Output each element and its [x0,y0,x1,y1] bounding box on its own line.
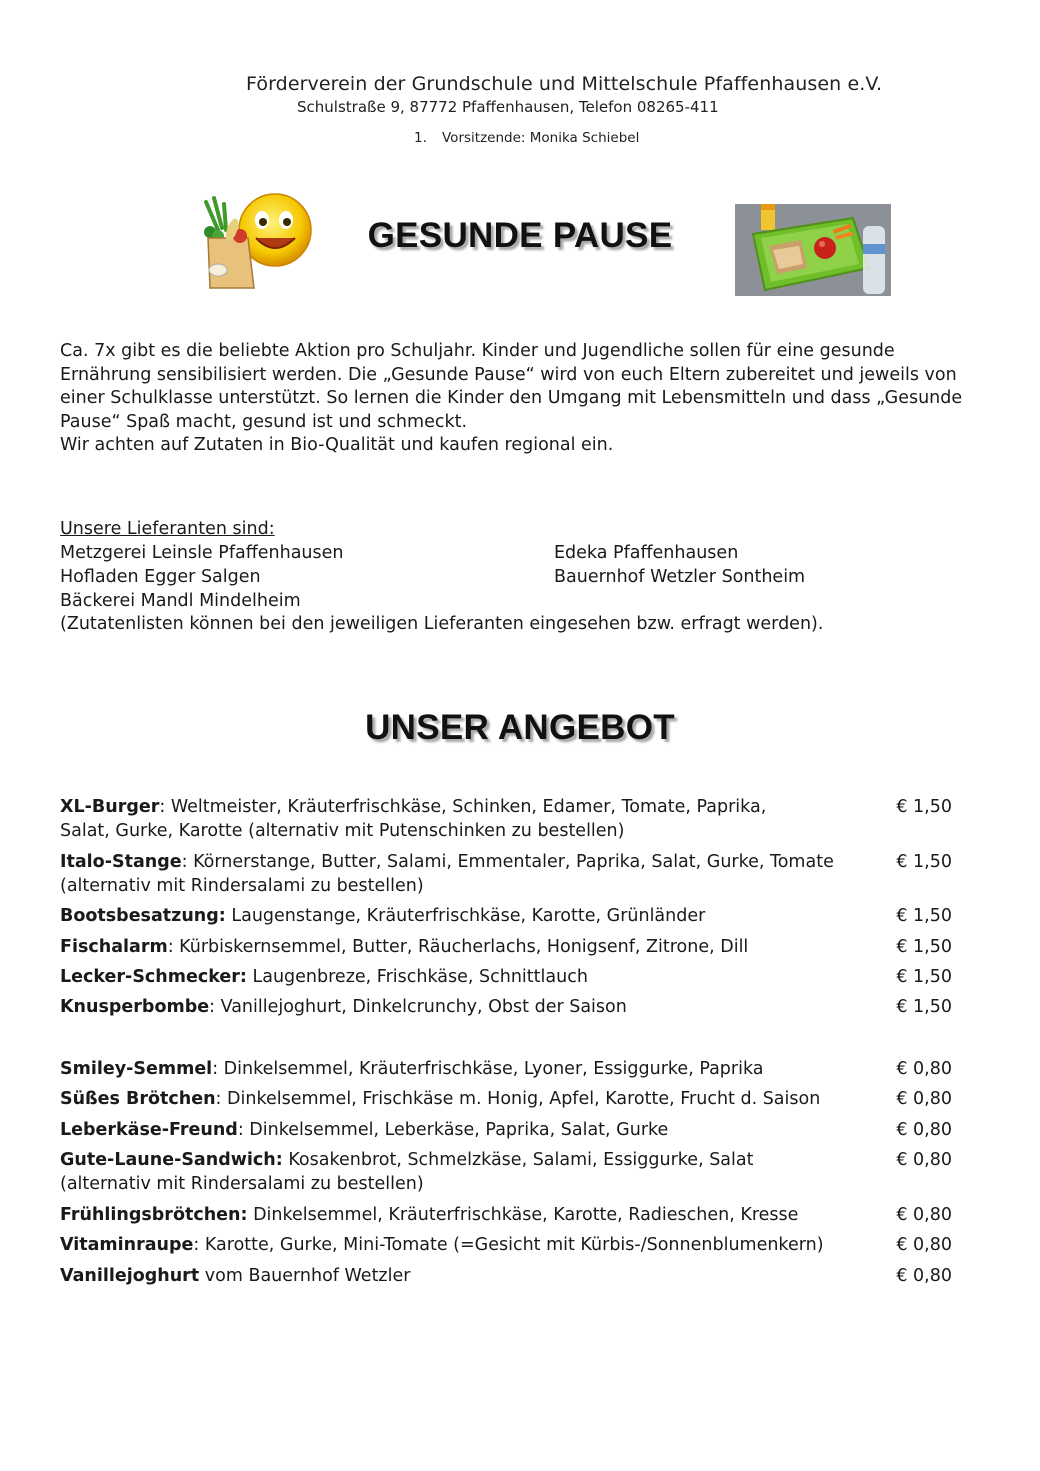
supplier-item: Bäckerei Mandl Mindelheim [60,591,301,611]
suppliers-note: (Zutatenlisten können bei den jeweiligen Lieferanten eingesehen bzw. erfragt werden). [60,614,824,634]
menu-item-price: € 0,80 [896,1089,952,1109]
menu-item: Fischalarm: Kürbiskernsemmel, Butter, Räucherlachs, Honigsenf, Zitrone, Dill € 1,50 [60,937,952,957]
menu-item-name: Leberkäse-Freund [60,1120,238,1140]
menu-item-desc: Weltmeister, Kräuterfrischkäse, Schinken, Edamer, Tomate, Paprika, [170,797,767,817]
menu-item-price: € 1,50 [896,937,952,957]
menu-item-name: Vitaminraupe [60,1235,194,1255]
supplier-item: Hofladen Egger Salgen [60,567,261,587]
menu-item-desc: Laugenstange, Kräuterfrischkäse, Karotte, Grünländer [231,906,706,926]
supplier-item: Edeka Pfaffenhausen [554,543,739,563]
supplier-item: Metzgerei Leinsle Pfaffenhausen [60,543,344,563]
menu-item: Süßes Brötchen: Dinkelsemmel, Frischkäse m. Honig, Apfel, Karotte, Frucht d. Saison € 0,80 [60,1089,952,1109]
menu-item-desc: (alternativ mit Rindersalami zu bestellen) [60,1174,424,1194]
menu-item-desc: Dinkelsemmel, Kräuterfrischkäse, Lyoner, Essiggurke, Paprika [223,1059,764,1079]
menu-item-desc: Vanillejoghurt, Dinkelcrunchy, Obst der Saison [220,997,627,1017]
menu-item-price: € 1,50 [896,997,952,1017]
menu-item-price: € 1,50 [896,967,952,987]
menu-item [60,1264,952,1288]
menu-item: Smiley-Semmel: Dinkelsemmel, Kräuterfrischkäse, Lyoner, Essiggurke, Paprika € 0,80 [60,1059,952,1079]
menu-item-name: XL-Burger [60,797,160,817]
menu-item-desc: Kosakenbrot, Schmelzkäse, Salami, Essiggurke, Salat [288,1150,754,1170]
intro-paragraph: Wir achten auf Zutaten in Bio-Qualität und kaufen regional ein. [60,435,614,455]
organization-address: Schulstraße 9, 87772 Pfaffenhausen, Telefon 08265-411 [297,98,719,116]
organization-name: Förderverein der Grundschule und Mittelschule Pfaffenhausen e.V. [246,73,883,95]
menu-item-name: Lecker-Schmecker: [60,967,247,987]
menu-item-name: Vanillejoghurt [60,1266,200,1286]
suppliers-heading: Unsere Lieferanten sind: [60,519,275,539]
menu-item-desc: Körnerstange, Butter, Salami, Emmentaler, Paprika, Salat, Gurke, Tomate [193,852,834,872]
menu-item-price: € 1,50 [896,797,952,817]
menu-item [60,965,952,989]
menu-item-name: Italo-Stange [60,852,182,872]
menu-item-price: € 0,80 [896,1266,952,1286]
intro-text [60,340,970,458]
menu-item-price: € 0,80 [896,1235,952,1255]
lunchbox-photo [735,204,891,296]
menu-item: XL-Burger: Weltmeister, Kräuterfrischkäse, Schinken, Edamer, Tomate, Paprika, Salat, Gurke, Karotte (alternativ mit Putenschinken zu bestellen) € 1,50 [60,797,952,841]
intro-paragraph: Ca. 7x gibt es die beliebte Aktion pro Schuljahr. Kinder und Jugendliche sollen für eine gesunde Ernährung sensibilisiert werden. Die „Gesunde Pause“ wird von euch Eltern zubereitet und jeweils von einer Schulklasse unterstützt. So lernen die Kinder den Umgang mit Lebensmitteln und dass „Gesunde Pause“ Spaß macht, gesund ist und schmeckt. [60,341,963,432]
menu-item-price: € 0,80 [896,1150,952,1170]
menu-item: Vitaminraupe: Karotte, Gurke, Mini-Tomate (=Gesicht mit Kürbis-/Sonnenblumenkern) € 0,80 [60,1235,952,1255]
page-title: GESUNDE PAUSE [367,216,673,255]
chairperson: Vorsitzende: Monika Schiebel [442,130,640,146]
menu-item: Italo-Stange: Körnerstange, Butter, Salami, Emmentaler, Paprika, Salat, Gurke, Tomate (alternativ mit Rindersalami zu bestellen) € 1,50 [60,852,952,896]
menu-item-desc: Kürbiskernsemmel, Butter, Räucherlachs, Honigsenf, Zitrone, Dill [179,937,749,957]
menu-item-desc: Dinkelsemmel, Leberkäse, Paprika, Salat, Gurke [249,1120,669,1140]
menu-item-desc: (alternativ mit Rindersalami zu bestellen) [60,876,424,896]
menu-item-price: € 0,80 [896,1205,952,1225]
chairperson-line [414,130,639,146]
menu-item-price: € 1,50 [896,906,952,926]
menu-item-desc: Salat, Gurke, Karotte (alternativ mit Putenschinken zu bestellen) [60,821,625,841]
menu-item-price: € 0,80 [896,1059,952,1079]
supplier-item: Bauernhof Wetzler Sontheim [554,567,806,587]
menu-item-name: Knusperbombe [60,997,210,1017]
menu-item-name: Bootsbesatzung: [60,906,226,926]
menu-item-name: Frühlingsbrötchen: [60,1205,248,1225]
menu-item-price: € 1,50 [896,852,952,872]
menu-item [60,904,952,928]
menu-item-name: Fischalarm [60,937,168,957]
menu-item-desc: Laugenbreze, Frischkäse, Schnittlauch [252,967,588,987]
offer-title: UNSER ANGEBOT [365,708,675,747]
menu-item-name: Gute-Laune-Sandwich: [60,1150,283,1170]
menu-item-desc: Dinkelsemmel, Frischkäse m. Honig, Apfel, Karotte, Frucht d. Saison [227,1089,821,1109]
menu-item-desc: vom Bauernhof Wetzler [204,1266,411,1286]
menu-item-desc: Karotte, Gurke, Mini-Tomate (=Gesicht mit Kürbis-/Sonnenblumenkern) [204,1235,824,1255]
menu-item-price: € 0,80 [896,1120,952,1140]
chair-number: 1. [414,130,427,146]
menu-item-name: Süßes Brötchen [60,1089,216,1109]
menu-item-name: Smiley-Semmel [60,1059,213,1079]
menu-item: Leberkäse-Freund: Dinkelsemmel, Leberkäse, Paprika, Salat, Gurke € 0,80 [60,1120,952,1140]
menu-item [60,1148,952,1196]
menu-item [60,1203,952,1227]
menu-item-desc: Dinkelsemmel, Kräuterfrischkäse, Karotte, Radieschen, Kresse [253,1205,799,1225]
menu-item: Knusperbombe: Vanillejoghurt, Dinkelcrunchy, Obst der Saison € 1,50 [60,997,952,1017]
